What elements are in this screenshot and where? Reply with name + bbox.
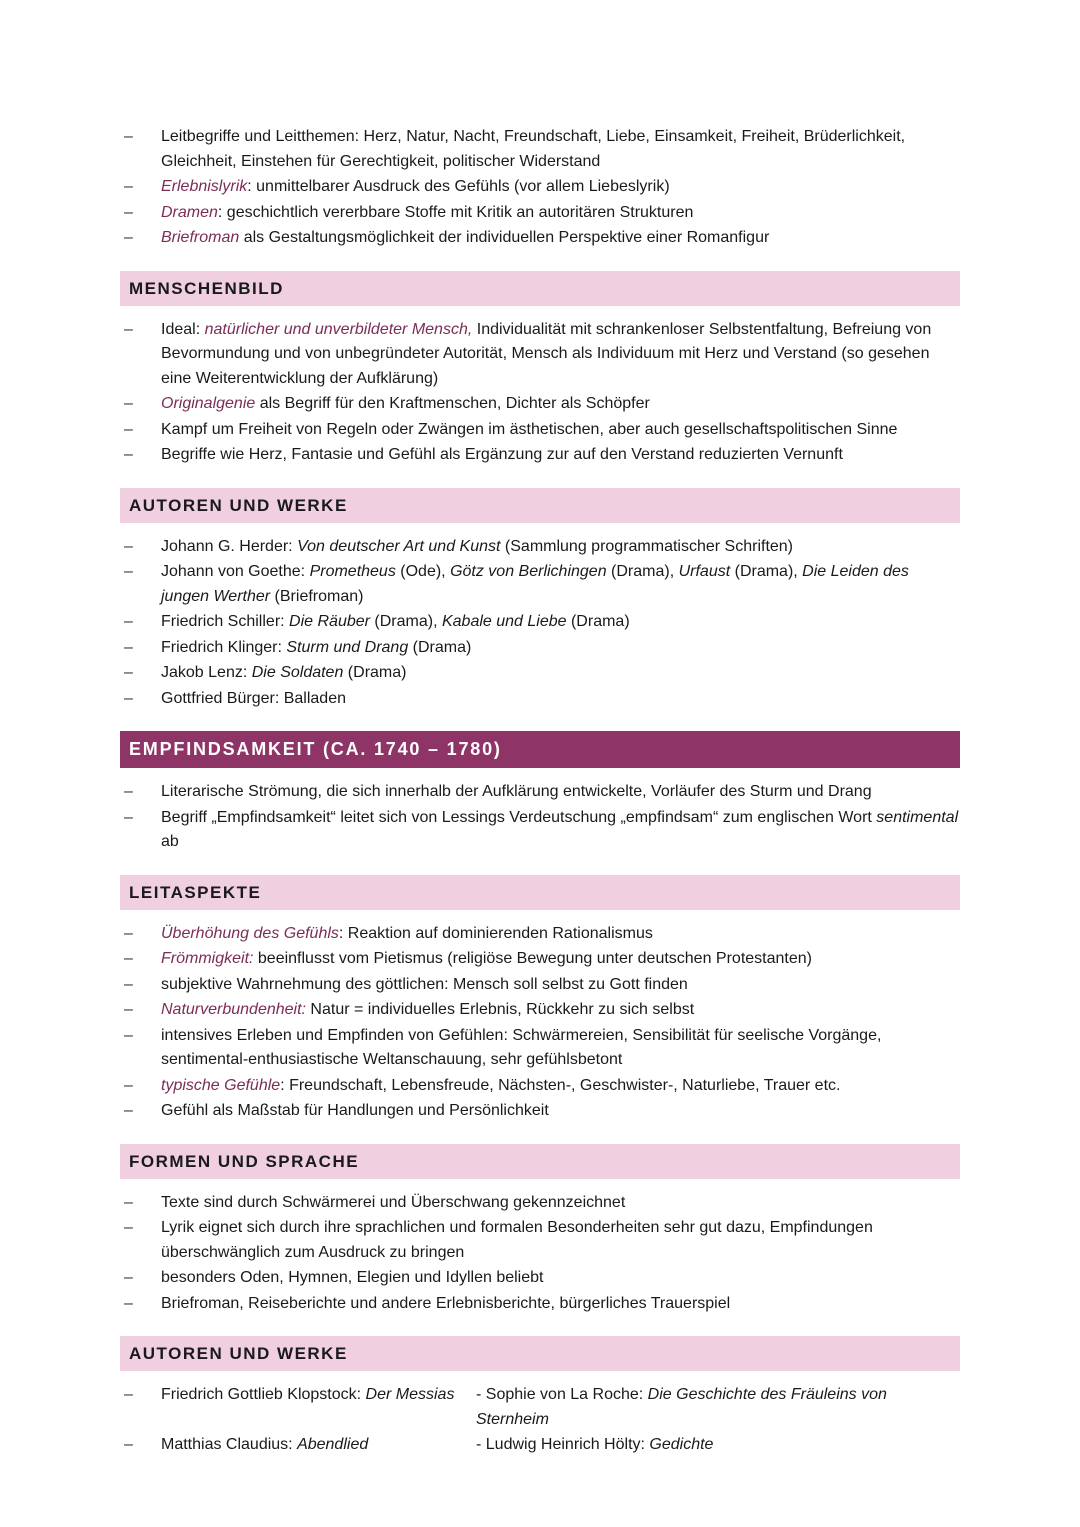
list-item: – Gefühl als Maßstab für Handlungen und Persönlichkeit — [120, 1099, 960, 1124]
list-item: – Johann G. Herder: Von deutscher Art und Kunst (Sammlung programmatischer Schriften) — [120, 535, 960, 560]
list-item: – Jakob Lenz: Die Soldaten (Drama) — [120, 661, 960, 686]
list-item: – Johann von Goethe: Prometheus (Ode), Götz von Berlichingen (Drama), Urfaust (Drama), Die Leiden des jungen Werther (Briefroman) — [120, 560, 960, 609]
list-item: – Überhöhung des Gefühls: Reaktion auf dominierenden Rationalismus — [120, 922, 960, 947]
section-heading-menschenbild: MENSCHENBILD — [120, 271, 960, 306]
autoren-list — [120, 535, 960, 712]
intro-list — [120, 125, 960, 251]
list-item: – besonders Oden, Hymnen, Elegien und Idyllen beliebt — [120, 1266, 960, 1291]
list-item: – Dramen: geschichtlich vererbbare Stoffe mit Kritik an autoritären Strukturen — [120, 201, 960, 226]
list-item: – Begriff „Empfindsamkeit“ leitet sich von Lessings Verdeutschung „empfindsam“ zum englischen Wort sentimental ab — [120, 806, 960, 855]
empfindsamkeit-list — [120, 780, 960, 855]
list-item: – Leitbegriffe und Leitthemen: Herz, Natur, Nacht, Freundschaft, Liebe, Einsamkeit, Freiheit, Brüderlichkeit, Gleichheit, Einstehen für Gerechtigkeit, politischer Widerstand — [120, 125, 960, 174]
section-heading-autoren-und-werke-2: AUTOREN UND WERKE — [120, 1336, 960, 1371]
section-heading-autoren-und-werke: AUTOREN UND WERKE — [120, 488, 960, 523]
section-heading-leitaspekte: LEITASPEKTE — [120, 875, 960, 910]
list-item: – Briefroman, Reiseberichte und andere Erlebnisberichte, bürgerliches Trauerspiel — [120, 1292, 960, 1317]
leitaspekte-list — [120, 922, 960, 1124]
list-item: – Friedrich Schiller: Die Räuber (Drama), Kabale und Liebe (Drama) — [120, 610, 960, 635]
list-item: – Briefroman als Gestaltungsmöglichkeit der individuellen Perspektive einer Romanfigur — [120, 226, 960, 251]
section-heading-formen-und-sprache: FORMEN UND SPRACHE — [120, 1144, 960, 1179]
section-heading-empfindsamkeit: EMPFINDSAMKEIT (CA. 1740 – 1780) — [120, 731, 960, 768]
autoren-list-2 — [120, 1383, 960, 1458]
list-item: – Ideal: natürlicher und unverbildeter Mensch, Individualität mit schrankenloser Selbstentfaltung, Befreiung von Bevormundung und von unbegründeter Autorität, Mensch als Individuum mit Herz und Verstand (so gesehen eine Weiterentwicklung der Aufklärung) — [120, 318, 960, 392]
list-item: – Friedrich Gottlieb Klopstock: Der Messias - Sophie von La Roche: Die Geschichte des Fräuleins von Sternheim — [120, 1383, 960, 1432]
list-item: – typische Gefühle: Freundschaft, Lebensfreude, Nächsten-, Geschwister-, Naturliebe, Trauer etc. — [120, 1074, 960, 1099]
list-item: – Friedrich Klinger: Sturm und Drang (Drama) — [120, 636, 960, 661]
document-content — [120, 125, 960, 1459]
list-item: – Lyrik eignet sich durch ihre sprachlichen und formalen Besonderheiten sehr gut dazu, Empfindungen überschwänglich zum Ausdruck zu bringen — [120, 1216, 960, 1265]
list-item: – Begriffe wie Herz, Fantasie und Gefühl als Ergänzung zur auf den Verstand reduzierten Vernunft — [120, 443, 960, 468]
list-item: – Literarische Strömung, die sich innerhalb der Aufklärung entwickelte, Vorläufer des Sturm und Drang — [120, 780, 960, 805]
list-item: – subjektive Wahrnehmung des göttlichen: Mensch soll selbst zu Gott finden — [120, 973, 960, 998]
list-item: – Gottfried Bürger: Balladen — [120, 687, 960, 712]
list-item: – Erlebnislyrik: unmittelbarer Ausdruck des Gefühls (vor allem Liebeslyrik) — [120, 175, 960, 200]
formen-list — [120, 1191, 960, 1317]
list-item: – Naturverbundenheit: Natur = individuelles Erlebnis, Rückkehr zu sich selbst — [120, 998, 960, 1023]
list-item: – Kampf um Freiheit von Regeln oder Zwängen im ästhetischen, aber auch gesellschaftspolitischen Sinne — [120, 418, 960, 443]
list-item: – Matthias Claudius: Abendlied - Ludwig Heinrich Hölty: Gedichte — [120, 1433, 960, 1458]
list-item: – Originalgenie als Begriff für den Kraftmenschen, Dichter als Schöpfer — [120, 392, 960, 417]
menschenbild-list — [120, 318, 960, 468]
list-item: – Frömmigkeit: beeinflusst vom Pietismus (religiöse Bewegung unter deutschen Protestanten) — [120, 947, 960, 972]
list-item: – intensives Erleben und Empfinden von Gefühlen: Schwärmereien, Sensibilität für seelische Vorgänge, sentimental-enthusiastische Weltanschauung, sehr gefühlsbetont — [120, 1024, 960, 1073]
list-item: – Texte sind durch Schwärmerei und Überschwang gekennzeichnet — [120, 1191, 960, 1216]
